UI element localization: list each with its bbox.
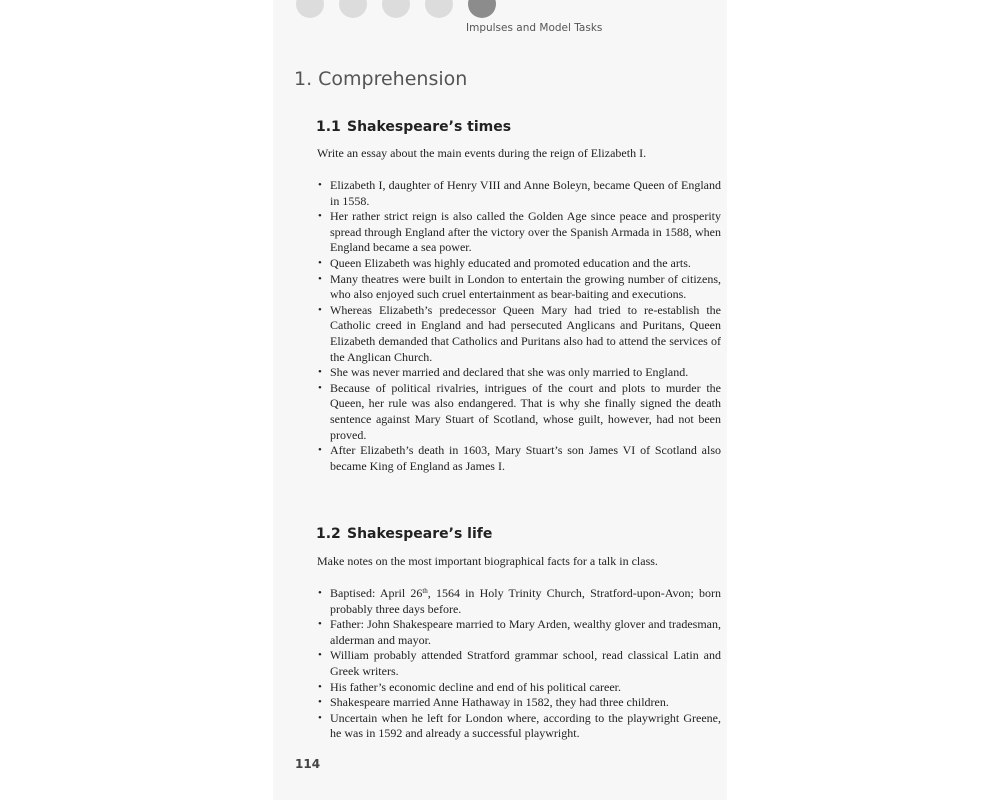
- running-header: Impulses and Model Tasks: [466, 22, 603, 34]
- section-heading-1-1: [316, 119, 511, 135]
- section-number: 1.1: [316, 119, 341, 135]
- chapter-title: Comprehension: [318, 68, 468, 90]
- section-instruction: Make notes on the most important biographical facts for a talk in class.: [317, 554, 658, 568]
- list-item: • Because of political rivalries, intrigues of the court and plots to murder the Queen, her rule was also endangered. That is why she finally signed the death sentence against Mary Stuart of Scotland, whose guilt, however, had not been proved.: [317, 381, 721, 443]
- progress-dots: [296, 0, 511, 18]
- list-item: • William probably attended Stratford grammar school, read classical Latin and Greek writers.: [317, 648, 721, 679]
- progress-dot: [296, 0, 324, 18]
- chapter-number: 1.: [294, 68, 313, 90]
- section-number: 1.2: [316, 526, 341, 542]
- bullet-list-times: [317, 178, 721, 474]
- list-item: • Queen Elizabeth was highly educated and promoted education and the arts.: [317, 256, 721, 272]
- list-item-baptised: [317, 586, 721, 617]
- list-item: • After Elizabeth’s death in 1603, Mary Stuart’s son James VI of Scotland also became King of England as James I.: [317, 443, 721, 474]
- progress-dot: [339, 0, 367, 18]
- ordinal-suffix: th: [422, 587, 428, 595]
- list-item: • Father: John Shakespeare married to Mary Arden, wealthy glover and tradesman, alderman and mayor.: [317, 617, 721, 648]
- section-title: Shakespeare’s life: [347, 526, 493, 542]
- section-title: Shakespeare’s times: [347, 119, 512, 135]
- progress-dot-active: [468, 0, 496, 18]
- baptised-suffix: , 1564 in Holy Trinity Church, Stratford-upon-Avon; born probably three days before.: [330, 586, 722, 616]
- list-item: • She was never married and declared that she was only married to England.: [317, 365, 721, 381]
- list-item: • Shakespeare married Anne Hathaway in 1582, they had three children.: [317, 695, 721, 711]
- list-item: • Elizabeth I, daughter of Henry VIII and Anne Boleyn, became Queen of England in 1558.: [317, 178, 721, 209]
- section-instruction: Write an essay about the main events during the reign of Elizabeth I.: [317, 146, 647, 160]
- list-item: • Uncertain when he left for London where, according to the playwright Greene, he was in 1592 and already a successful playwright.: [317, 711, 721, 742]
- chapter-heading: [294, 68, 467, 90]
- list-item: • His father’s economic decline and end of his political career.: [317, 680, 721, 696]
- section-heading-1-2: [316, 526, 492, 542]
- baptised-prefix: Baptised: April 26: [330, 586, 423, 600]
- page-number: 114: [295, 757, 321, 771]
- list-item: • Many theatres were built in London to entertain the growing number of citizens, who also enjoyed such cruel entertainment as bear-baiting and executions.: [317, 272, 721, 303]
- list-item: • Her rather strict reign is also called the Golden Age since peace and prosperity spread through England after the victory over the Spanish Armada in 1588, when England became a sea power.: [317, 209, 721, 256]
- progress-dot: [382, 0, 410, 18]
- bullet-list-life: [317, 586, 721, 742]
- progress-dot: [425, 0, 453, 18]
- list-item: • Whereas Elizabeth’s predecessor Queen Mary had tried to re-establish the Catholic creed in England and had persecuted Anglicans and Puritans, Queen Elizabeth demanded that Catholics and Puritans also had to attend the services of the Anglican Church.: [317, 303, 721, 365]
